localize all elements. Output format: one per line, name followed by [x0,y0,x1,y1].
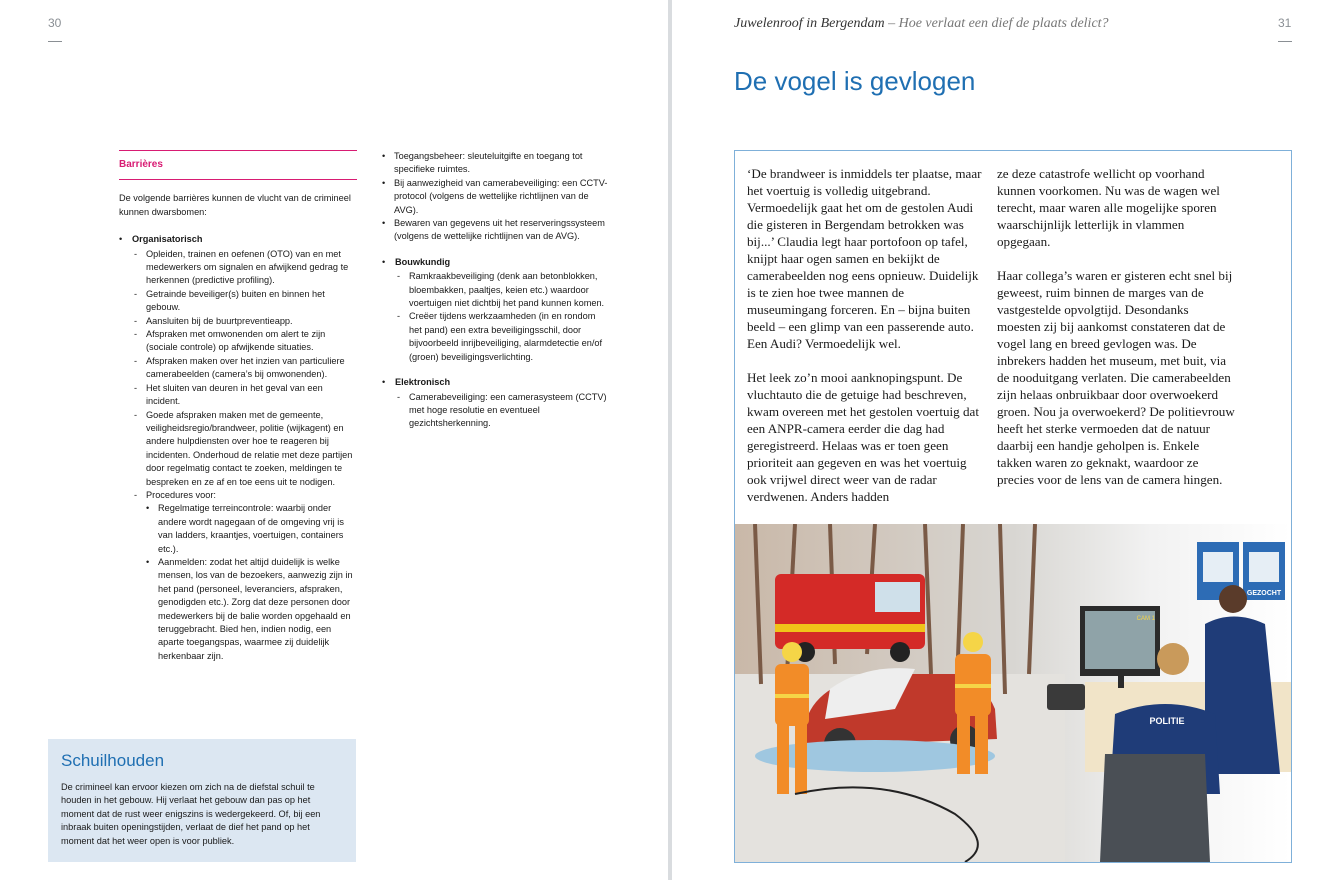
story-illustration [735,524,1291,862]
sub-sub-list [146,502,357,663]
running-title: Juwelenroof in Bergendam [734,16,885,31]
barriers-column-1 [119,150,357,663]
story-column-2 [997,165,1235,505]
continued-list [382,150,608,244]
running-head [734,16,1109,32]
list-item: • Toegangsbeheer: sleuteluitgifte en toegang tot specifieke ruimtes. [382,150,608,177]
story-paragraph: Het leek zo’n mooi aanknopingspunt. De vluchtauto die de getuige had beschreven, kwam overeen met het gestolen voertuig dat een ANPR-camera eerder die dag had geregistreerd. Helaas was er toen geen prioriteit aan gegeven en was het voertuig ook vrijwel direct weer van de radar verdwenen. Anders hadden [747,370,979,504]
list-item [382,256,608,364]
page-number: 30 [48,16,62,30]
schuilhouden-box [48,739,356,862]
list-item [119,233,357,663]
running-subtitle: – Hoe verlaat een dief de plaats delict? [884,16,1109,31]
barriers-column-2 [382,150,608,431]
elektronisch-list [382,376,608,431]
monitor-label: CAM 1 [1136,616,1155,622]
list-item: - Aansluiten bij de buurtpreventieapp. [132,315,357,328]
list-item: - Camerabeveiliging: een camerasysteem (CCTV) met hoge resolutie en eventueel gezichtsherkenning. [395,391,608,431]
sub-list [395,391,608,431]
section-rule-top [119,150,357,151]
section-rule-bottom [119,179,357,180]
story-paragraph: ze deze catastrofe wellicht op voorhand kunnen voorkomen. Nu was de wagen wel terecht, maar waren alle mogelijke sporen waarschijnlijk letterlijk in vlammen opgegaan. [997,166,1220,249]
bouwkundig-list [382,256,608,364]
list-item [132,489,357,663]
list-item: - Getrainde beveiliger(s) buiten en binnen het gebouw. [132,288,357,315]
list-item: - Opleiden, trainen en oefenen (OTO) van en met medewerkers om signalen en afwijkend gedrag te herkennen (predictive profiling). [132,248,357,288]
section-heading: Barrières [119,159,163,170]
page-number: 31 [1278,16,1292,30]
page-number-rule [48,41,62,42]
sub-list [132,248,357,664]
barriers-list [119,233,357,663]
procedures-label: Procedures voor: [146,489,216,500]
list-item: - Ramkraakbeveiliging (denk aan betonblokken, bloembakken, paaltjes, keien etc.) waardoor voertuigen niet dichtbij het pand kunnen komen. [395,270,608,310]
list-item: - Goede afspraken maken met de gemeente, veiligheidsregio/brandweer, politie (wijkagent) en andere hulpdiensten over hoe te reageren bij incidenten. Onderhoud de relatie met deze partijen door regelmatig contact te zoeken, meldingen te bespreken en ze af en toe eens uit te nodigen. [132,409,357,489]
list-item: • Bewaren van gegevens uit het reserveringssysteem (volgens de wettelijke richtlijnen van de AVG). [382,217,608,244]
group-title-bouwkundig: Bouwkundig [395,256,451,267]
box-title: Schuilhouden [61,751,165,770]
chapter-title: De vogel is gevlogen [734,66,976,96]
right-page [672,0,1340,880]
story-column-1 [747,165,985,522]
story-frame [734,150,1292,863]
list-item: • Aanmelden: zodat het altijd duidelijk is welke mensen, los van de bezoekers, aanwezig zijn in het pand (personeel, leveranciers, afspraken, genodigden etc.). Zorg dat deze personen door medewerkers bij de balie worden opgehaald en teruggebracht. Bied hen, indien nodig, een aparte toegangspas, waarmee zij duidelijk herkenbaar zijn. [146,556,357,663]
box-text: De crimineel kan ervoor kiezen om zich na de diefstal schuil te houden in het gebouw. Hij verlaat het gebouw dan pas op het moment dat de rust weer enigszins is wedergekeerd. Of, bij een inbraak buiten openingstijden, verlaat de dief het pand op het moment dat het weer open is voor publiek. [61,782,321,846]
list-item: - Afspraken met omwonenden om alert te zijn (sociale controle) op afwijkende situaties. [132,328,357,355]
story-paragraph: Haar collega’s waren er gisteren echt snel bij geweest, ruim binnen de marges van de vastgestelde opvolgtijd. Desondanks moesten zij bij aankomst constateren dat de vogel lang en breed gevlogen was. De inbrekers hadden het museum, met buit, via de nooduitgang verlaten. Die camerabeelden zijn helaas onbruikbaar door overwoekerd groen. Nou ja overwoekerd? De politievrouw heeft het sterke vermoeden dat de natuur daarbij een handje geholpen is. Enkele takken waren zo geknakt, waardoor ze precies voor de lens van de camera hingen. [997,268,1235,487]
list-item: - Het sluiten van deuren in het geval van een incident. [132,382,357,409]
office-chair [1100,754,1210,862]
sub-list [395,270,608,364]
story-paragraph: ‘De brandweer is inmiddels ter plaatse, maar het voertuig is volledig uitgebrand. Vermoedelijk gaat het om de gestolen Audi die gisteren in Bergendam betrokken was bij...’ Claudia legt haar portofoon op tafel, knijpt haar ogen samen en bekijkt de camerabeelden nog eens opnieuw. Duidelijk is te zien hoe twee mannen de museumingang forceren. En – bijna buiten beeld – een glimp van een passerende auto. Een Audi? Vermoedelijk wel. [747,166,982,351]
poster-label: GEZOCHT [1246,590,1282,597]
list-item: • Bij aanwezigheid van camerabeveiliging: een CCTV-protocol (volgens de wettelijke richtlijnen van de AVG). [382,177,608,217]
left-page [0,0,668,880]
list-item: - Afspraken maken over het inzien van particuliere camerabeelden (camera’s bij omwonenden). [132,355,357,382]
list-item [382,376,608,431]
computer-monitor [1080,606,1160,688]
list-item: - Creëer tijdens werkzaamheden (in en rondom het pand) een extra beveiligingsschil, door bijvoorbeeld inrijbeveiliging, alarmdetectie en/of (groen) beveiligingsverlichting. [395,310,608,364]
group-title-organisatorisch: Organisatorisch [132,234,203,245]
vest-label: POLITIE [1149,716,1185,726]
section-intro: De volgende barrières kunnen de vlucht van de crimineel kunnen dwarsbomen: [119,193,351,217]
group-title-elektronisch: Elektronisch [395,377,451,388]
page-number-rule [1278,41,1292,42]
radio-device [1047,684,1085,710]
list-item: • Regelmatige terreincontrole: waarbij onder andere wordt nagegaan of de omgeving vrij is van ladders, kraantjes, voertuigen, containers etc.). [146,502,357,556]
